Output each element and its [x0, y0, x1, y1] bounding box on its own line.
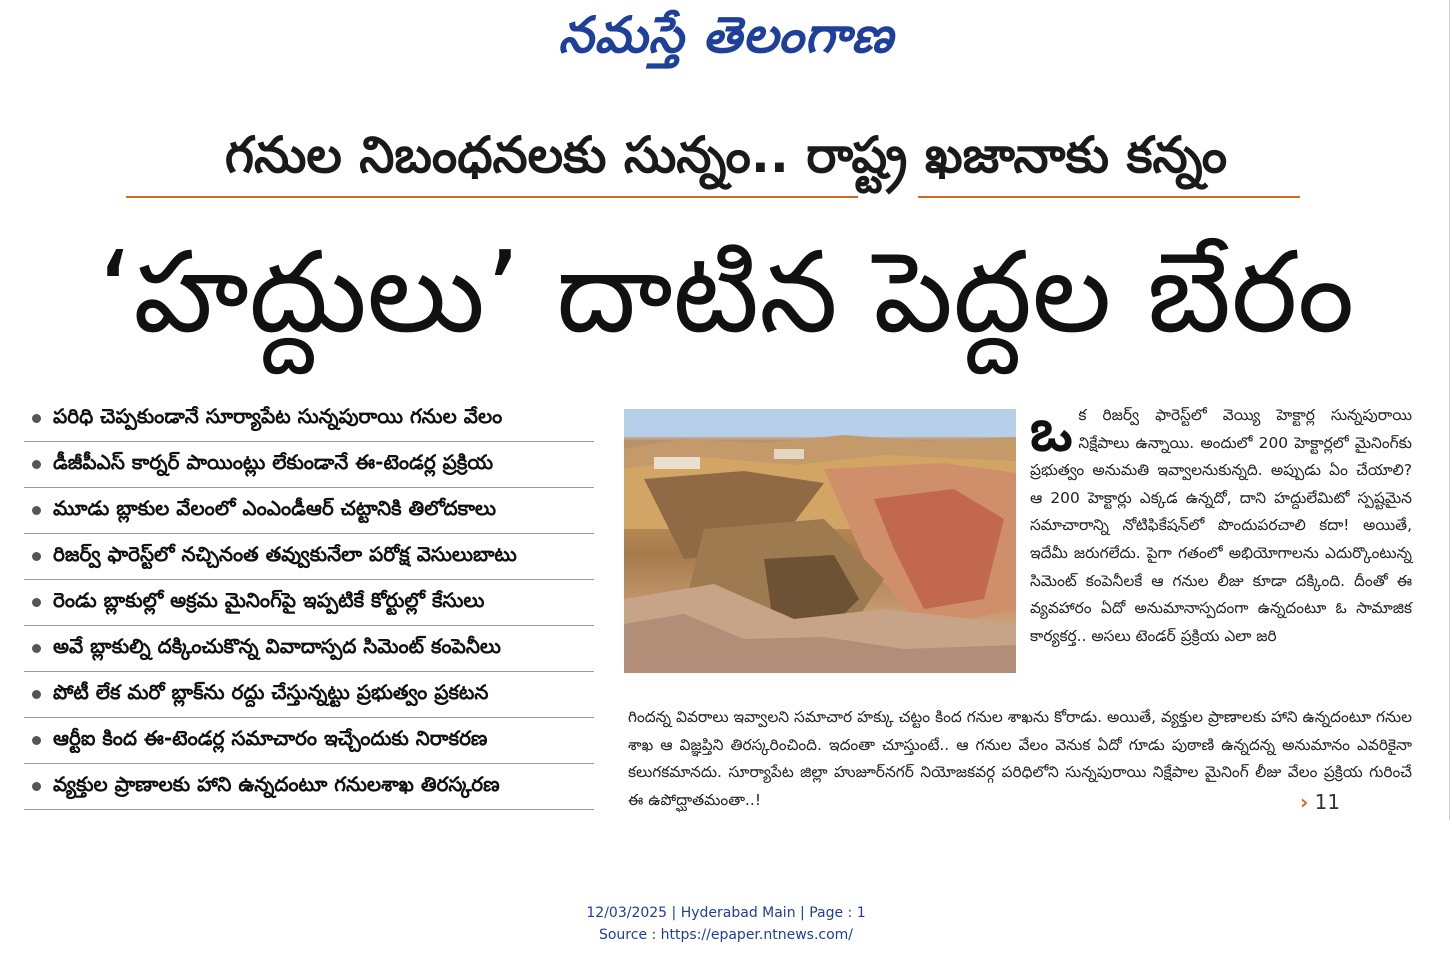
highlight-text: వ్యక్తుల ప్రాణాలకు హాని ఉన్నదంటూ గనులశాఖ తిరస్కరణ	[53, 772, 500, 796]
highlight-text: డీజీపీఎస్ కార్నర్ పాయింట్లు లేకుండానే ఈ-టెండర్ల ప్రక్రియ	[53, 450, 494, 474]
highlight-text: అవే బ్లాకుల్ని దక్కించుకొన్న వివాదాస్పద సిమెంట్ కంపెనీలు	[53, 634, 501, 658]
highlight-item	[24, 580, 594, 626]
footer-edition-info: 12/03/2025 | Hyderabad Main | Page : 1	[586, 905, 866, 921]
kicker-headline: గనుల నిబంధనలకు సున్నం.. రాష్ట్ర ఖజానాకు కన్నం	[224, 126, 1228, 184]
highlight-item	[24, 442, 594, 488]
article-column	[1030, 396, 1412, 650]
highlight-item	[24, 488, 594, 534]
chevron-right-icon: ›	[1300, 790, 1309, 814]
bullet-dot-icon	[32, 782, 41, 791]
quarry-photo	[624, 409, 1016, 673]
bullet-dot-icon	[32, 690, 41, 699]
highlight-text: రిజర్వ్ ఫారెస్ట్‌లో నచ్చినంత తవ్వుకునేలా పరోక్ష వెసులుబాటు	[53, 542, 517, 566]
article-column-text: క రిజర్వ్ ఫారెస్ట్‌లో వెయ్యి హెక్టార్ల సున్నపురాయి నిక్షేపాలు ఉన్నాయి. అందులో 200 హెక్టార్లలో మైనింగ్‌కు ప్రభుత్వం అనుమతి ఇవ్వాలనుకున్నది. అప్పుడు ఏం చేయాలి? ఆ 200 హెక్టార్లు ఎక్కడ ఉన్నదో, దాని హద్దులేమిటో స్పష్టమైన సమాచారాన్ని నోటిఫికేషన్‌లో పొందుపరచాలి కదా! అయితే, ఇదేమీ జరుగలేదు. పైగా గతంలో అభియోగాలను ఎదుర్కొంటున్న సిమెంట్ కంపెనీలకే ఆ గనుల లీజు కూడా దక్కింది. దీంతో ఈ వ్యవహారం ఏదో అనుమానాస్పదంగా ఉన్నదంటూ ఓ సామాజిక కార్యకర్త.. అసలు టెండర్ ప్రక్రియ ఎలా జరి	[1030, 406, 1412, 645]
bullet-dot-icon	[32, 460, 41, 469]
highlight-item	[24, 718, 594, 764]
jump-page-number: 11	[1314, 790, 1341, 814]
highlight-text: రెండు బ్లాకుల్లో అక్రమ మైనింగ్‌పై ఇప్పటికే కోర్టుల్లో కేసులు	[53, 588, 485, 612]
highlight-text: పోటీ లేక మరో బ్లాక్‌ను రద్దు చేస్తున్నట్టు ప్రభుత్వం ప్రకటన	[53, 680, 489, 704]
bullet-dot-icon	[32, 414, 41, 423]
highlight-item	[24, 396, 594, 442]
bullet-dot-icon	[32, 598, 41, 607]
bullet-dot-icon	[32, 552, 41, 561]
page-footer	[0, 902, 1452, 946]
highlight-item	[24, 764, 594, 810]
bullet-dot-icon	[32, 506, 41, 515]
highlights-list	[24, 396, 594, 810]
quarry-illustration	[624, 409, 1016, 673]
newspaper-masthead: నమస్తే తెలంగాణ	[558, 6, 894, 64]
highlight-text: ఆర్టీఐ కింద ఈ-టెండర్ల సమాచారం ఇచ్చేందుకు నిరాకరణ	[53, 726, 488, 750]
article-dropcap: ఒ	[1030, 396, 1073, 464]
kicker-underline-left	[126, 196, 858, 198]
highlight-item	[24, 626, 594, 672]
highlight-text: పరిధి చెప్పకుండానే సూర్యాపేట సున్నపురాయి గనుల వేలం	[53, 404, 503, 428]
bullet-dot-icon	[32, 736, 41, 745]
bullet-dot-icon	[32, 644, 41, 653]
page-edge-rule	[1439, 0, 1450, 820]
kicker-underline-right	[918, 196, 1300, 198]
footer-source-link[interactable]: Source : https://epaper.ntnews.com/	[598, 927, 854, 943]
main-headline: ‘హద్దులు’ దాటిన పెద్దల బేరం	[97, 228, 1355, 358]
article-continuation: గిందన్న వివరాలు ఇవ్వాలని సమాచార హక్కు చట్టం కింద గనుల శాఖను కోరాడు. అయితే, వ్యక్తుల ప్రాణాలకు హాని ఉన్నదంటూ గనుల శాఖ ఆ విజ్ఞప్తిని తిరస్కరించింది. ఇదంతా చూస్తుంటే.. ఆ గనుల వేలం వెనుక ఏదో గూడు పుఠాణి ఉన్నదన్న అనుమానం ఎవరికైనా కలుగకమానదు. సూర్యాపేట జిల్లా హుజూర్‌నగర్ నియోజకవర్గ పరిధిలోని సున్నపురాయి నిక్షేపాల మైనింగ్ లీజు వేలం ప్రక్రియ గురించే ఈ ఉపోద్ఘాతమంతా..!	[628, 708, 1412, 809]
continued-on-page[interactable]	[1300, 790, 1340, 814]
highlight-item	[24, 672, 594, 718]
highlight-text: మూడు బ్లాకుల వేలంలో ఎంఎండీఆర్ చట్టానికి తిలోదకాలు	[53, 496, 497, 520]
highlight-item	[24, 534, 594, 580]
